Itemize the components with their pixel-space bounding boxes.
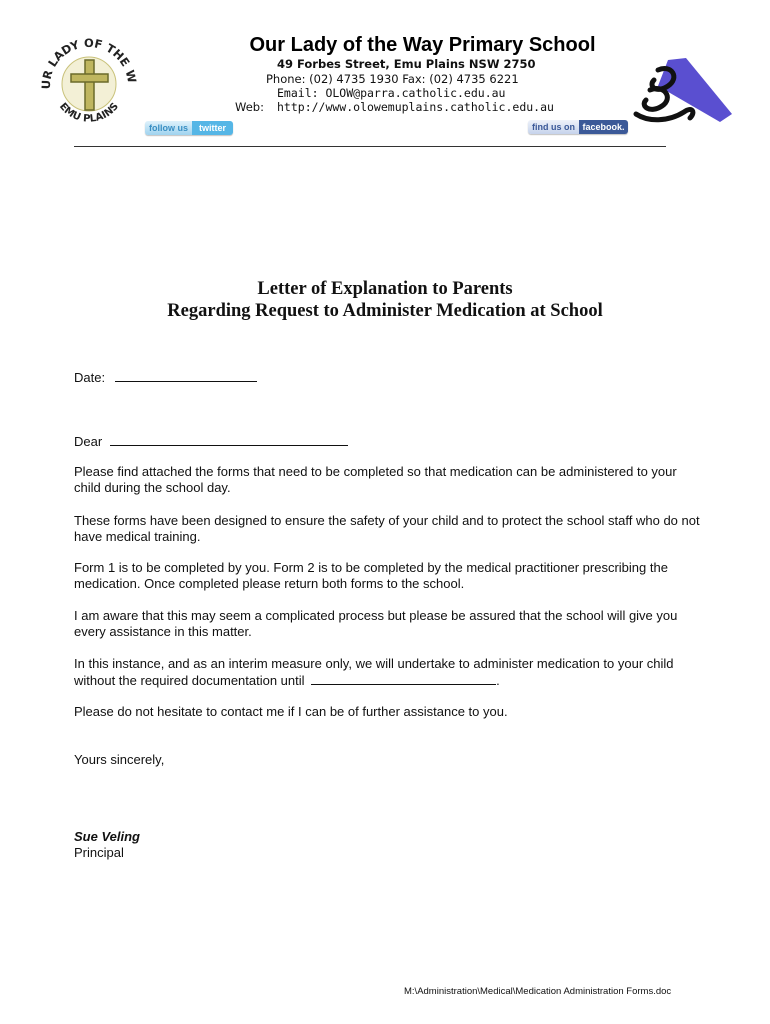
- paragraph-6: Please do not hesitate to contact me if I can be of further assistance to you.: [74, 704, 508, 719]
- closing: Yours sincerely,: [74, 752, 165, 767]
- paragraph-4: I am aware that this may seem a complicated process but please be assured that the school will give you every assistance in this matter.: [74, 608, 678, 639]
- signature-name: Sue Veling: [74, 829, 140, 844]
- school-email: Email: OLOW@parra.catholic.edu.au: [277, 86, 506, 100]
- web-label: Web:: [235, 100, 264, 114]
- school-address: 49 Forbes Street, Emu Plains NSW 2750: [277, 57, 536, 71]
- school-phone-fax: Phone: (02) 4735 1930 Fax: (02) 4735 6221: [266, 72, 519, 86]
- school-name: Our Lady of the Way Primary School: [249, 34, 596, 56]
- logo-text-bottom: EMU PLAINS: [57, 101, 121, 125]
- find-us-facebook-badge[interactable]: [528, 120, 628, 134]
- paragraph-3: Form 1 is to be completed by you. Form 2 is to be completed by the medical practitioner prescribing the medication. Once completed please return both forms to the school.: [74, 560, 668, 591]
- date-label: Date:: [74, 370, 106, 385]
- date-blank: [115, 369, 257, 382]
- letter-title: Letter of Explanation to Parents: [257, 279, 513, 299]
- dear-label: Dear: [74, 434, 103, 449]
- facebook-badge-right: facebook.: [579, 120, 628, 134]
- logo-text-top: UR LADY OF THE W: [38, 35, 140, 90]
- twitter-badge-right: twitter: [192, 121, 233, 135]
- signature-title: Principal: [74, 845, 124, 860]
- school-website-link[interactable]: http://www.olowemuplains.catholic.edu.au: [277, 100, 554, 114]
- paragraph-1: Please find attached the forms that need to be completed so that medication can be administered to your child during the school day.: [74, 464, 677, 495]
- facebook-badge-left: find us on: [532, 122, 575, 132]
- until-date-blank: [311, 672, 496, 685]
- header-divider: [74, 146, 666, 147]
- paragraph-5: In this instance, and as an interim measure only, we will undertake to administer medication to your child without the required documentation until .: [74, 656, 674, 688]
- paragraph-2: These forms have been designed to ensure the safety of your child and to protect the school staff who do not have medical training.: [74, 513, 700, 544]
- letter-subtitle: Regarding Request to Administer Medication at School: [167, 301, 603, 321]
- footer-file-path: M:\Administration\Medical\Medication Administration Forms.doc: [404, 986, 672, 997]
- catholic-education-logo: [628, 56, 732, 128]
- paragraph-5-text: In this instance, and as an interim measure only, we will undertake to administer medication to your child without the required documentation until: [74, 656, 674, 688]
- date-line: [74, 369, 704, 386]
- salutation-line: [74, 433, 704, 450]
- twitter-badge-left: follow us: [149, 123, 188, 133]
- follow-us-twitter-badge[interactable]: [145, 121, 233, 135]
- recipient-blank: [110, 433, 348, 446]
